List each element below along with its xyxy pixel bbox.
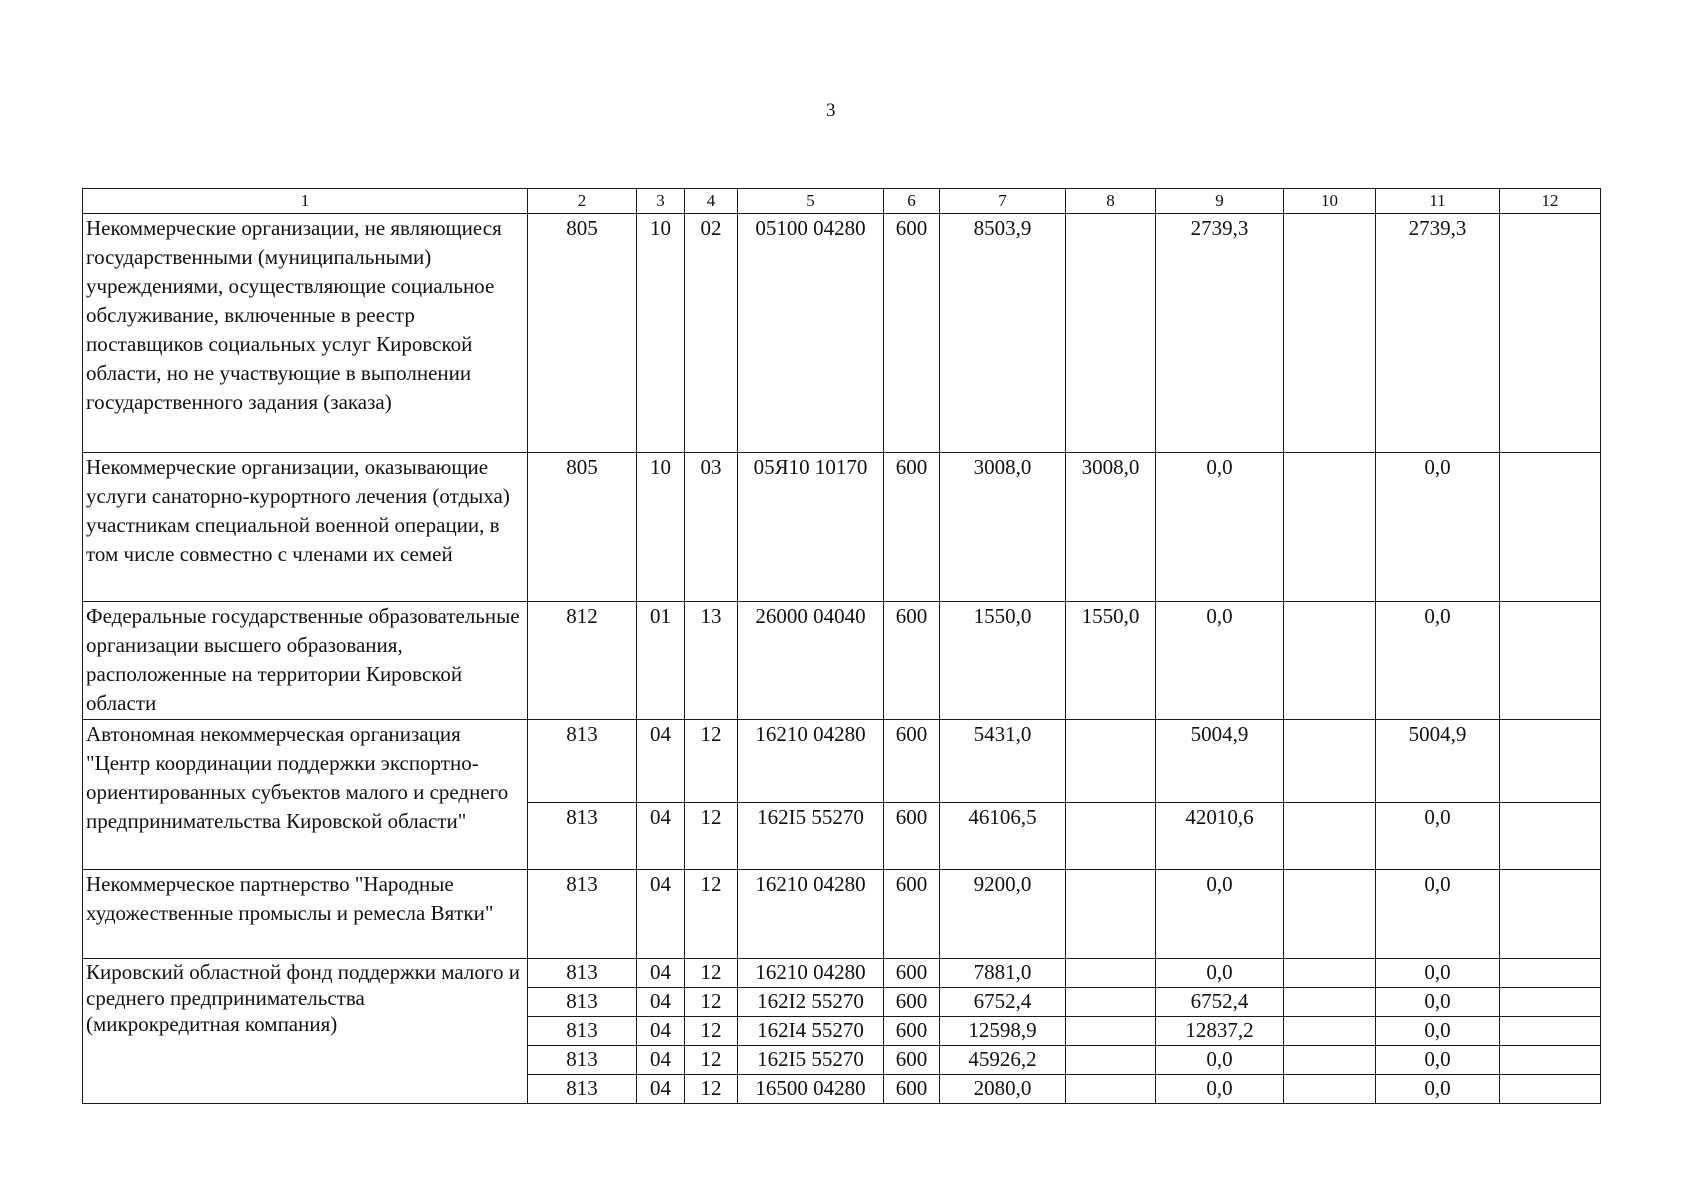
cell-c7: 1550,0 (940, 602, 1066, 720)
cell-c11: 0,0 (1376, 453, 1500, 602)
table-row (83, 959, 1601, 988)
cell-c11: 0,0 (1376, 1017, 1500, 1046)
column-number-row (83, 189, 1601, 214)
cell-c4: 12 (685, 870, 738, 959)
cell-c3: 04 (637, 1075, 685, 1104)
cell-c10 (1284, 602, 1376, 720)
cell-c7: 12598,9 (940, 1017, 1066, 1046)
cell-c4: 12 (685, 959, 738, 988)
cell-c7: 46106,5 (940, 803, 1066, 870)
table-row (83, 453, 1601, 602)
cell-c9: 5004,9 (1156, 720, 1284, 803)
cell-c8 (1066, 1046, 1156, 1075)
cell-c2: 812 (528, 602, 637, 720)
cell-c8 (1066, 870, 1156, 959)
cell-c6: 600 (884, 1046, 940, 1075)
column-header: 7 (940, 189, 1066, 214)
cell-c9: 0,0 (1156, 959, 1284, 988)
cell-c9: 12837,2 (1156, 1017, 1284, 1046)
cell-c2: 813 (528, 1046, 637, 1075)
cell-c2: 813 (528, 803, 637, 870)
cell-c7: 8503,9 (940, 214, 1066, 453)
cell-c7: 3008,0 (940, 453, 1066, 602)
cell-c2: 813 (528, 959, 637, 988)
organization-name: Федеральные государственные образовательные организации высшего образования, расположенные на территории Кировской области (83, 602, 528, 720)
cell-c3: 10 (637, 214, 685, 453)
cell-c11: 0,0 (1376, 988, 1500, 1017)
cell-c6: 600 (884, 453, 940, 602)
cell-c8 (1066, 988, 1156, 1017)
cell-c12 (1500, 1017, 1601, 1046)
cell-c6: 600 (884, 870, 940, 959)
cell-c12 (1500, 720, 1601, 803)
cell-c4: 02 (685, 214, 738, 453)
cell-c5: 05Я10 10170 (738, 453, 884, 602)
cell-c9: 0,0 (1156, 453, 1284, 602)
organization-name: Автономная некоммерческая организация "Центр координации поддержки экспортно-ориентированных субъектов малого и среднего предпринимательства Кировской области" (83, 720, 528, 870)
cell-c12 (1500, 1075, 1601, 1104)
cell-c11: 2739,3 (1376, 214, 1500, 453)
cell-c5: 16500 04280 (738, 1075, 884, 1104)
table-row (83, 720, 1601, 803)
organization-name: Кировский областной фонд поддержки малого и среднего предпринимательства (микрокредитная компания) (83, 959, 528, 1104)
table-row (83, 214, 1601, 453)
cell-c2: 813 (528, 1075, 637, 1104)
cell-c8 (1066, 1075, 1156, 1104)
organization-name: Некоммерческие организации, не являющиеся государственными (муниципальными) учреждениями, осуществляющие социальное обслуживание, включенные в реестр поставщиков социальных услуг Кировской области, но не участвующие в выполнении государственного задания (заказа) (83, 214, 528, 453)
organization-name: Некоммерческие организации, оказывающие услуги санаторно-курортного лечения (отдыха) участникам специальной военной операции, в том числе совместно с членами их семей (83, 453, 528, 602)
cell-c4: 12 (685, 1046, 738, 1075)
cell-c7: 6752,4 (940, 988, 1066, 1017)
cell-c11: 5004,9 (1376, 720, 1500, 803)
cell-c3: 04 (637, 988, 685, 1017)
cell-c12 (1500, 959, 1601, 988)
cell-c3: 01 (637, 602, 685, 720)
table-row (83, 602, 1601, 720)
column-header: 5 (738, 189, 884, 214)
cell-c8 (1066, 803, 1156, 870)
cell-c10 (1284, 870, 1376, 959)
cell-c3: 10 (637, 453, 685, 602)
cell-c11: 0,0 (1376, 959, 1500, 988)
cell-c5: 16210 04280 (738, 959, 884, 988)
cell-c9: 42010,6 (1156, 803, 1284, 870)
cell-c12 (1500, 602, 1601, 720)
cell-c5: 162I5 55270 (738, 803, 884, 870)
cell-c6: 600 (884, 602, 940, 720)
cell-c10 (1284, 1046, 1376, 1075)
cell-c6: 600 (884, 1075, 940, 1104)
cell-c6: 600 (884, 720, 940, 803)
cell-c4: 12 (685, 988, 738, 1017)
cell-c8: 3008,0 (1066, 453, 1156, 602)
cell-c10 (1284, 803, 1376, 870)
cell-c5: 05100 04280 (738, 214, 884, 453)
cell-c3: 04 (637, 720, 685, 803)
cell-c10 (1284, 720, 1376, 803)
cell-c4: 03 (685, 453, 738, 602)
cell-c5: 162I4 55270 (738, 1017, 884, 1046)
cell-c4: 12 (685, 1075, 738, 1104)
cell-c5: 16210 04280 (738, 720, 884, 803)
cell-c11: 0,0 (1376, 803, 1500, 870)
cell-c6: 600 (884, 214, 940, 453)
cell-c9: 0,0 (1156, 602, 1284, 720)
column-header: 11 (1376, 189, 1500, 214)
cell-c7: 7881,0 (940, 959, 1066, 988)
column-header: 10 (1284, 189, 1376, 214)
cell-c8 (1066, 214, 1156, 453)
cell-c10 (1284, 959, 1376, 988)
column-header: 9 (1156, 189, 1284, 214)
cell-c2: 805 (528, 453, 637, 602)
cell-c12 (1500, 1046, 1601, 1075)
cell-c12 (1500, 988, 1601, 1017)
column-header: 12 (1500, 189, 1601, 214)
cell-c4: 12 (685, 803, 738, 870)
cell-c7: 45926,2 (940, 1046, 1066, 1075)
cell-c5: 162I5 55270 (738, 1046, 884, 1075)
cell-c5: 26000 04040 (738, 602, 884, 720)
cell-c7: 2080,0 (940, 1075, 1066, 1104)
cell-c9: 0,0 (1156, 1046, 1284, 1075)
cell-c11: 0,0 (1376, 870, 1500, 959)
cell-c9: 0,0 (1156, 1075, 1284, 1104)
column-header: 6 (884, 189, 940, 214)
cell-c12 (1500, 214, 1601, 453)
cell-c10 (1284, 214, 1376, 453)
cell-c2: 813 (528, 988, 637, 1017)
cell-c4: 12 (685, 720, 738, 803)
cell-c10 (1284, 453, 1376, 602)
cell-c8 (1066, 720, 1156, 803)
column-header: 1 (83, 189, 528, 214)
cell-c2: 813 (528, 870, 637, 959)
page-number: 3 (826, 100, 836, 121)
cell-c7: 5431,0 (940, 720, 1066, 803)
cell-c7: 9200,0 (940, 870, 1066, 959)
column-header: 2 (528, 189, 637, 214)
cell-c6: 600 (884, 1017, 940, 1046)
cell-c10 (1284, 1017, 1376, 1046)
cell-c8 (1066, 959, 1156, 988)
cell-c2: 813 (528, 720, 637, 803)
cell-c6: 600 (884, 959, 940, 988)
cell-c3: 04 (637, 1046, 685, 1075)
cell-c2: 805 (528, 214, 637, 453)
cell-c3: 04 (637, 803, 685, 870)
cell-c8: 1550,0 (1066, 602, 1156, 720)
cell-c4: 12 (685, 1017, 738, 1046)
budget-table (82, 188, 1601, 1104)
cell-c11: 0,0 (1376, 1046, 1500, 1075)
cell-c5: 162I2 55270 (738, 988, 884, 1017)
cell-c2: 813 (528, 1017, 637, 1046)
column-header: 3 (637, 189, 685, 214)
cell-c6: 600 (884, 803, 940, 870)
organization-name: Некоммерческое партнерство "Народные художественные промыслы и ремесла Вятки" (83, 870, 528, 959)
cell-c10 (1284, 1075, 1376, 1104)
column-header: 8 (1066, 189, 1156, 214)
table-row (83, 870, 1601, 959)
cell-c3: 04 (637, 959, 685, 988)
cell-c10 (1284, 988, 1376, 1017)
cell-c4: 13 (685, 602, 738, 720)
cell-c9: 2739,3 (1156, 214, 1284, 453)
cell-c12 (1500, 803, 1601, 870)
cell-c9: 6752,4 (1156, 988, 1284, 1017)
cell-c11: 0,0 (1376, 602, 1500, 720)
cell-c3: 04 (637, 870, 685, 959)
cell-c3: 04 (637, 1017, 685, 1046)
cell-c9: 0,0 (1156, 870, 1284, 959)
cell-c6: 600 (884, 988, 940, 1017)
cell-c5: 16210 04280 (738, 870, 884, 959)
cell-c12 (1500, 870, 1601, 959)
column-header: 4 (685, 189, 738, 214)
cell-c11: 0,0 (1376, 1075, 1500, 1104)
cell-c8 (1066, 1017, 1156, 1046)
cell-c12 (1500, 453, 1601, 602)
